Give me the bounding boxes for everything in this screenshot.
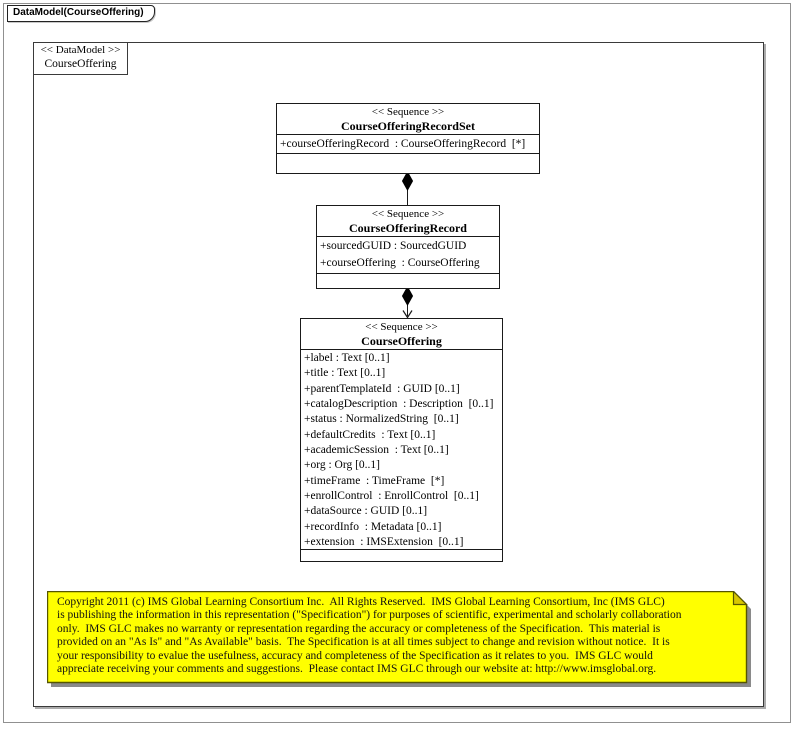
class-stereotype: << Sequence >>: [365, 321, 438, 333]
frame-label: [33, 42, 128, 75]
attribute-line: +courseOfferingRecord : CourseOfferingRecord [*]: [280, 138, 526, 150]
diagram-tab: [7, 5, 155, 22]
note-line: provided on an "As Is" and "As Available" basis. The Specification is at all times subject to change and revision without notice. It is: [57, 636, 670, 649]
class-header: [317, 206, 499, 236]
class-box-courseofferingrecord: [316, 205, 500, 289]
operations-compartment: [317, 273, 499, 288]
class-name: CourseOffering: [361, 334, 442, 348]
note-line: is publishing the information in this representation ("Specification") for purposes of scientific, experimental and scholarly collaboration: [57, 609, 682, 622]
attribute-line: +label : Text [0..1]: [304, 352, 390, 364]
attribute-line: +courseOffering : CourseOffering: [320, 257, 480, 269]
class-box-courseoffering: [300, 318, 503, 562]
class-attributes: [317, 236, 499, 273]
attribute-line: +status : NormalizedString [0..1]: [304, 413, 459, 426]
attribute-line: +defaultCredits : Text [0..1]: [304, 428, 436, 441]
operations-compartment: [277, 153, 539, 173]
class-name: CourseOfferingRecordSet: [341, 119, 475, 133]
note-line: appreciate receiving your comments and suggestions. Please contact IMS GLC through our website at: http://www.imsglobal.org.: [57, 663, 657, 676]
attribute-line: +extension : IMSExtension [0..1]: [304, 536, 464, 549]
frame-stereotype-label: << DataModel >>: [40, 44, 121, 56]
class-attributes: [277, 134, 539, 153]
class-stereotype: << Sequence >>: [371, 106, 445, 118]
copyright-note: [47, 591, 753, 690]
class-name: CourseOfferingRecord: [349, 221, 467, 235]
class-box-courseofferingrecordset: [276, 103, 540, 174]
class-header: [301, 319, 502, 349]
note-text: [57, 596, 741, 676]
note-line: Copyright 2011 (c) IMS Global Learning Consortium Inc. All Rights Reserved. IMS Global Learning Consortium, Inc (IMS GLC): [57, 596, 665, 608]
class-header: [277, 104, 539, 134]
attribute-line: +recordInfo : Metadata [0..1]: [304, 520, 442, 533]
attribute-line: +parentTemplateId : GUID [0..1]: [304, 382, 460, 395]
note-line: only. IMS GLC makes no warranty or representation regarding the accuracy or completeness of the Specification. This material is: [57, 622, 661, 635]
diagram-tab-label: DataModel(CourseOffering): [13, 7, 144, 18]
class-stereotype: << Sequence >>: [371, 208, 445, 220]
attribute-line: +sourcedGUID : SourcedGUID: [320, 240, 467, 252]
attribute-line: +timeFrame : TimeFrame [*]: [304, 474, 445, 487]
note-line: your responsibility to evalue the usefulness, accuracy and completeness of the Specification as it relates to you. IMS GLC would: [57, 649, 653, 662]
attribute-line: +org : Org [0..1]: [304, 459, 381, 472]
attribute-line: +dataSource : GUID [0..1]: [304, 505, 428, 518]
class-attributes: [301, 349, 502, 549]
attribute-line: +title : Text [0..1]: [304, 367, 386, 380]
frame-name-label: CourseOffering: [44, 58, 117, 70]
operations-compartment: [301, 549, 502, 561]
attribute-line: +catalogDescription : Description [0..1]: [304, 398, 494, 411]
attribute-line: +enrollControl : EnrollControl [0..1]: [304, 490, 479, 503]
attribute-line: +academicSession : Text [0..1]: [304, 444, 449, 457]
